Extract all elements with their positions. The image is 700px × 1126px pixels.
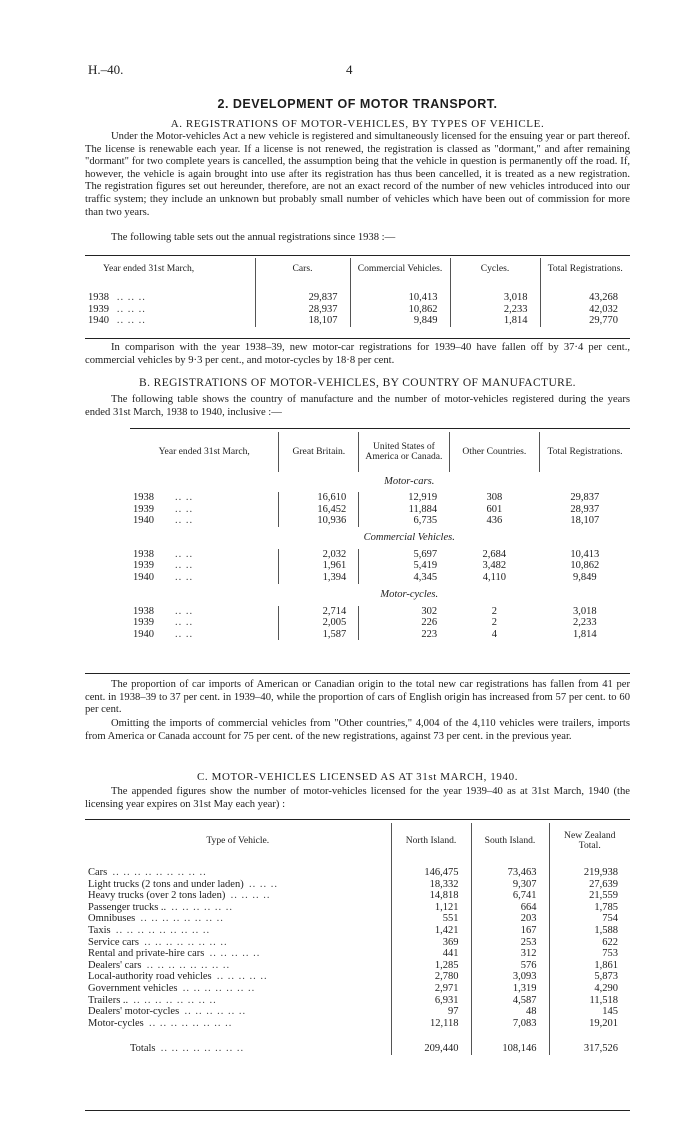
table-row bbox=[85, 867, 630, 879]
leader-dots: .. .. .. bbox=[116, 315, 146, 327]
leader-dots: .. .. bbox=[175, 617, 194, 629]
nz-total-cell: 622 bbox=[549, 937, 630, 949]
leader-dots: .. .. .. .. .. .. .. .. bbox=[149, 1017, 233, 1029]
nz-total-cell: 11,518 bbox=[549, 995, 630, 1007]
nz-total: 317,526 bbox=[549, 1043, 630, 1055]
table-row bbox=[85, 913, 630, 925]
table-row bbox=[85, 304, 630, 316]
south-island-cell: 1,319 bbox=[471, 983, 549, 995]
vehicle-type-cell: Passenger trucks .. bbox=[88, 901, 167, 913]
table-a-top-rule bbox=[85, 255, 630, 256]
great-britain-cell: 2,005 bbox=[279, 617, 359, 629]
usa-canada-cell: 6,735 bbox=[359, 515, 449, 527]
great-britain-cell: 16,610 bbox=[279, 492, 359, 504]
year-cell: 1939 bbox=[133, 503, 154, 515]
nz-total-cell: 1,588 bbox=[549, 925, 630, 937]
north-island-cell: 551 bbox=[391, 913, 471, 925]
total-cell: 10,413 bbox=[570, 548, 600, 560]
vehicle-type-cell: Service cars bbox=[88, 936, 140, 948]
south-island-cell: 664 bbox=[471, 902, 549, 914]
table-row bbox=[85, 937, 630, 949]
north-island-cell: 1,285 bbox=[391, 960, 471, 972]
cycles-cell: 1,814 bbox=[450, 315, 540, 327]
great-britain-cell: 2,714 bbox=[279, 606, 359, 618]
section-b-paragraph-2: The proportion of car imports of American or Canadian origin to the total new car registrations has fallen from 41 per cent. in 1938–39 to 37 per cent. in 1939–40, while the proportion of cars of English origin has increased from 57 per cent. to 60 per cent. bbox=[85, 679, 630, 716]
table-b-header-other-countries: Other Countries. bbox=[449, 432, 539, 472]
total-cell: 10,862 bbox=[570, 560, 600, 572]
table-row-totals bbox=[85, 1043, 630, 1055]
nz-total-cell: 754 bbox=[549, 913, 630, 925]
table-row bbox=[85, 971, 630, 983]
table-row bbox=[85, 1018, 630, 1030]
section-b-paragraph-3: Omitting the imports of commercial vehicles from "Other countries," 4,004 of the 4,110 vehicles were trailers, imports from America or Canada account for 75 per cent. of the new registrations, against 73 per cent. in the previous year. bbox=[85, 718, 630, 742]
south-island-cell: 4,587 bbox=[471, 995, 549, 1007]
table-a-header-cars: Cars. bbox=[255, 258, 350, 280]
total-cell: 29,837 bbox=[570, 492, 600, 503]
cars-cell: 29,837 bbox=[255, 292, 350, 304]
cycles-cell: 2,233 bbox=[450, 304, 540, 316]
table-a-header-total: Total Registrations. bbox=[540, 258, 630, 280]
table-row bbox=[130, 617, 630, 629]
leader-dots: .. .. .. .. .. .. .. bbox=[182, 982, 256, 994]
table-row bbox=[85, 960, 630, 972]
north-island-cell: 2,971 bbox=[391, 983, 471, 995]
north-island-cell: 97 bbox=[391, 1006, 471, 1018]
table-b-top-rule bbox=[130, 428, 630, 429]
other-countries-cell: 2 bbox=[491, 617, 497, 629]
leader-dots: .. .. .. .. .. .. .. .. bbox=[146, 959, 231, 971]
section-a-paragraph-3: In comparison with the year 1938–39, new motor-car registrations for 1939–40 have fallen off by 37·4 per cent., commercial vehicles by 9·3 per cent., and motor-cycles by 18·8 per cent. bbox=[85, 342, 630, 366]
leader-dots: .. .. .. .. .. .. bbox=[184, 1006, 247, 1018]
totals-label: Totals bbox=[130, 1043, 156, 1055]
total-cell: 1,814 bbox=[572, 628, 597, 640]
south-island-cell: 48 bbox=[471, 1006, 549, 1018]
table-row bbox=[85, 995, 630, 1007]
group-title-motor-cars: Motor-cars. bbox=[384, 476, 435, 488]
group-title-motor-cycles: Motor-cycles. bbox=[380, 588, 439, 600]
table-b-header-year: Year ended 31st March, bbox=[158, 445, 250, 457]
cycles-cell: 3,018 bbox=[450, 292, 540, 304]
leader-dots: .. .. .. bbox=[248, 878, 278, 890]
cars-cell: 28,937 bbox=[255, 304, 350, 316]
leader-dots: .. .. .. .. .. .. .. .. bbox=[160, 1043, 245, 1055]
usa-canada-cell: 226 bbox=[359, 617, 449, 629]
table-row bbox=[85, 983, 630, 995]
leader-dots: .. .. .. .. .. .. bbox=[171, 901, 234, 913]
section-b-heading: B. REGISTRATIONS OF MOTOR-VEHICLES, BY COUNTRY OF MANUFACTURE. bbox=[139, 377, 576, 389]
commercial-cell: 9,849 bbox=[350, 315, 450, 327]
leader-dots: .. .. bbox=[175, 492, 194, 503]
leader-dots: .. .. bbox=[175, 571, 194, 583]
leader-dots: .. .. .. .. .. .. .. .. .. bbox=[112, 867, 207, 878]
table-row bbox=[130, 504, 630, 516]
table-a-registrations-by-type bbox=[85, 258, 630, 327]
vehicle-type-cell: Dealers' motor-cycles bbox=[88, 1006, 180, 1018]
table-row bbox=[85, 292, 630, 304]
table-row bbox=[85, 948, 630, 960]
table-row bbox=[85, 890, 630, 902]
section-b-paragraph-1: The following table shows the country of manufacture and the number of motor-vehicles registered during the years ended 31st March, 1938 to 1940, inclusive :— bbox=[85, 394, 630, 418]
table-row bbox=[85, 925, 630, 937]
table-row bbox=[130, 492, 630, 504]
vehicle-type-cell: Dealers' cars bbox=[88, 959, 142, 971]
table-row bbox=[130, 629, 630, 641]
year-cell: 1940 bbox=[88, 315, 109, 327]
table-row bbox=[130, 572, 630, 584]
vehicle-type-cell: Light trucks (2 tons and under laden) bbox=[88, 878, 244, 890]
usa-canada-cell: 5,419 bbox=[359, 560, 449, 572]
usa-canada-cell: 4,345 bbox=[359, 572, 449, 584]
leader-dots: .. .. .. bbox=[116, 292, 146, 303]
year-cell: 1938 bbox=[133, 605, 154, 617]
leader-dots: .. .. bbox=[175, 548, 194, 560]
great-britain-cell: 1,961 bbox=[279, 560, 359, 572]
table-b-header-total: Total Registrations. bbox=[540, 432, 630, 472]
year-cell: 1938 bbox=[88, 292, 109, 303]
year-cell: 1940 bbox=[133, 571, 154, 583]
other-countries-cell: 4 bbox=[491, 628, 497, 640]
year-cell: 1940 bbox=[133, 515, 154, 527]
leader-dots: .. .. bbox=[175, 605, 194, 617]
north-island-cell: 369 bbox=[391, 937, 471, 949]
usa-canada-cell: 5,697 bbox=[359, 549, 449, 561]
great-britain-cell: 1,394 bbox=[279, 572, 359, 584]
south-island-cell: 203 bbox=[471, 913, 549, 925]
south-island-cell: 253 bbox=[471, 937, 549, 949]
table-row bbox=[85, 902, 630, 914]
leader-dots: .. .. bbox=[175, 503, 194, 515]
total-cell: 42,032 bbox=[540, 304, 630, 316]
total-cell: 3,018 bbox=[572, 605, 597, 617]
great-britain-cell: 2,032 bbox=[279, 549, 359, 561]
vehicle-type-cell: Trailers .. bbox=[88, 994, 129, 1006]
nz-total-cell: 5,873 bbox=[549, 971, 630, 983]
leader-dots: .. .. bbox=[175, 560, 194, 572]
north-island-cell: 14,818 bbox=[391, 890, 471, 902]
nz-total-cell: 753 bbox=[549, 948, 630, 960]
section-a-paragraph-2: The following table sets out the annual registrations since 1938 :— bbox=[111, 232, 396, 243]
table-a-header-commercial: Commercial Vehicles. bbox=[350, 258, 450, 280]
year-cell: 1939 bbox=[133, 617, 154, 629]
nz-total-cell: 1,785 bbox=[549, 902, 630, 914]
vehicle-type-cell: Rental and private-hire cars bbox=[88, 948, 205, 960]
south-island-cell: 576 bbox=[471, 960, 549, 972]
other-countries-cell: 436 bbox=[486, 515, 503, 527]
table-c-header-type: Type of Vehicle. bbox=[206, 834, 270, 846]
other-countries-cell: 308 bbox=[486, 492, 503, 503]
leader-dots: .. .. bbox=[175, 628, 194, 640]
section-title: 2. DEVELOPMENT OF MOTOR TRANSPORT. bbox=[217, 97, 498, 111]
vehicle-type-cell: Heavy trucks (over 2 tons laden) bbox=[88, 890, 226, 902]
table-c-vehicles-licensed bbox=[85, 823, 630, 1055]
total-cell: 9,849 bbox=[572, 571, 597, 583]
vehicle-type-cell: Cars bbox=[88, 867, 108, 878]
year-cell: 1939 bbox=[88, 303, 109, 315]
table-a-header-year: Year ended 31st March, bbox=[103, 262, 195, 274]
nz-total-cell: 219,938 bbox=[549, 867, 630, 879]
great-britain-cell: 16,452 bbox=[279, 504, 359, 516]
leader-dots: .. .. .. .. .. bbox=[216, 971, 268, 983]
page-number: 4 bbox=[346, 62, 353, 77]
total-cell: 18,107 bbox=[570, 515, 600, 527]
other-countries-cell: 601 bbox=[486, 503, 503, 515]
table-c-bottom-rule bbox=[85, 1110, 630, 1111]
section-c-paragraph-1: The appended figures show the number of motor-vehicles licensed for the year 1939–40 as at 31st March, 1940 (the licensing year expires on 31st May each year) : bbox=[85, 786, 630, 810]
table-row bbox=[85, 315, 630, 327]
south-island-cell: 9,307 bbox=[471, 879, 549, 891]
leader-dots: .. .. .. .. bbox=[230, 890, 271, 902]
usa-canada-cell: 302 bbox=[359, 606, 449, 618]
south-island-cell: 6,741 bbox=[471, 890, 549, 902]
south-island-cell: 3,093 bbox=[471, 971, 549, 983]
table-b-bottom-rule bbox=[85, 673, 630, 674]
leader-dots: .. .. .. .. .. .. .. .. bbox=[144, 936, 228, 948]
usa-canada-cell: 12,919 bbox=[359, 492, 449, 504]
usa-canada-cell: 223 bbox=[359, 629, 449, 641]
north-island-total: 209,440 bbox=[391, 1043, 471, 1055]
year-cell: 1938 bbox=[133, 548, 154, 560]
total-cell: 29,770 bbox=[540, 315, 630, 327]
table-row bbox=[85, 1006, 630, 1018]
south-island-total: 108,146 bbox=[471, 1043, 549, 1055]
other-countries-cell: 4,110 bbox=[482, 571, 506, 583]
south-island-cell: 312 bbox=[471, 948, 549, 960]
usa-canada-cell: 11,884 bbox=[359, 504, 449, 516]
year-cell: 1939 bbox=[133, 560, 154, 572]
table-c-header-north-island: North Island. bbox=[391, 823, 471, 859]
group-title-commercial-vehicles: Commercial Vehicles. bbox=[363, 531, 455, 543]
vehicle-type-cell: Omnibuses bbox=[88, 913, 136, 925]
table-c-top-rule bbox=[85, 819, 630, 820]
leader-dots: .. .. .. .. .. .. .. .. bbox=[140, 913, 224, 925]
table-row bbox=[130, 560, 630, 572]
north-island-cell: 18,332 bbox=[391, 879, 471, 891]
document-reference: H.–40. bbox=[88, 62, 124, 77]
section-a-heading: A. REGISTRATIONS OF MOTOR-VEHICLES, BY TYPES OF VEHICLE. bbox=[170, 118, 545, 130]
leader-dots: .. .. .. .. .. .. .. .. bbox=[133, 994, 217, 1006]
other-countries-cell: 2,684 bbox=[482, 548, 507, 560]
nz-total-cell: 21,559 bbox=[549, 890, 630, 902]
south-island-cell: 7,083 bbox=[471, 1018, 549, 1030]
total-cell: 2,233 bbox=[572, 617, 597, 629]
nz-total-cell: 145 bbox=[549, 1006, 630, 1018]
north-island-cell: 1,121 bbox=[391, 902, 471, 914]
vehicle-type-cell: Taxis bbox=[88, 924, 111, 936]
table-b-header-great-britain: Great Britain. bbox=[279, 432, 359, 472]
table-c-header-south-island: South Island. bbox=[471, 823, 549, 859]
leader-dots: .. .. .. .. .. .. .. .. .. bbox=[115, 924, 211, 936]
leader-dots: .. .. bbox=[175, 515, 194, 527]
total-cell: 28,937 bbox=[570, 503, 600, 515]
leader-dots: .. .. .. .. .. bbox=[209, 948, 261, 960]
table-row bbox=[130, 515, 630, 527]
commercial-cell: 10,862 bbox=[350, 304, 450, 316]
table-a-header-cycles: Cycles. bbox=[450, 258, 540, 280]
great-britain-cell: 10,936 bbox=[279, 515, 359, 527]
table-b-registrations-by-country bbox=[130, 432, 630, 640]
great-britain-cell: 1,587 bbox=[279, 629, 359, 641]
vehicle-type-cell: Government vehicles bbox=[88, 982, 178, 994]
nz-total-cell: 1,861 bbox=[549, 960, 630, 972]
nz-total-cell: 27,639 bbox=[549, 879, 630, 891]
table-c-header-nz-total: New Zealand Total. bbox=[549, 823, 630, 859]
year-cell: 1938 bbox=[133, 492, 154, 503]
table-row bbox=[130, 549, 630, 561]
vehicle-type-cell: Local-authority road vehicles bbox=[88, 971, 212, 983]
nz-total-cell: 19,201 bbox=[549, 1018, 630, 1030]
other-countries-cell: 3,482 bbox=[482, 560, 507, 572]
table-row bbox=[130, 606, 630, 618]
table-a-bottom-rule bbox=[85, 338, 630, 339]
year-cell: 1940 bbox=[133, 628, 154, 640]
north-island-cell: 1,421 bbox=[391, 925, 471, 937]
section-c-heading: C. MOTOR-VEHICLES LICENSED AS AT 31st MARCH, 1940. bbox=[196, 771, 519, 783]
north-island-cell: 12,118 bbox=[391, 1018, 471, 1030]
south-island-cell: 167 bbox=[471, 925, 549, 937]
vehicle-type-cell: Motor-cycles bbox=[88, 1017, 144, 1029]
north-island-cell: 2,780 bbox=[391, 971, 471, 983]
south-island-cell: 73,463 bbox=[471, 867, 549, 879]
commercial-cell: 10,413 bbox=[350, 292, 450, 304]
north-island-cell: 441 bbox=[391, 948, 471, 960]
table-row bbox=[85, 879, 630, 891]
cars-cell: 18,107 bbox=[255, 315, 350, 327]
north-island-cell: 6,931 bbox=[391, 995, 471, 1007]
other-countries-cell: 2 bbox=[491, 605, 497, 617]
section-a-paragraph-1: Under the Motor-vehicles Act a new vehicle is registered and simultaneously licensed for the ensuing year or part thereof. The license is renewable each year. If a license is not renewed, the registration is classed as "dormant," and after remaining "dormant" for two complete years is cancelled, the assumption being that the vehicle in question is permanently off the road. If, however, the vehicle is again brought into use after its registration has thus been cancelled, it is treated as a new registration. The registration figures set out hereunder, therefore, are not an exact record of the number of new vehicles introduced into our traffic system; they include an unknown but probably small number of vehicles which have been out of commission for more than two years. bbox=[85, 131, 630, 218]
table-b-header-usa-canada: United States of America or Canada. bbox=[359, 432, 449, 472]
nz-total-cell: 4,290 bbox=[549, 983, 630, 995]
total-cell: 43,268 bbox=[540, 292, 630, 304]
leader-dots: .. .. .. bbox=[116, 303, 146, 315]
north-island-cell: 146,475 bbox=[391, 867, 471, 879]
